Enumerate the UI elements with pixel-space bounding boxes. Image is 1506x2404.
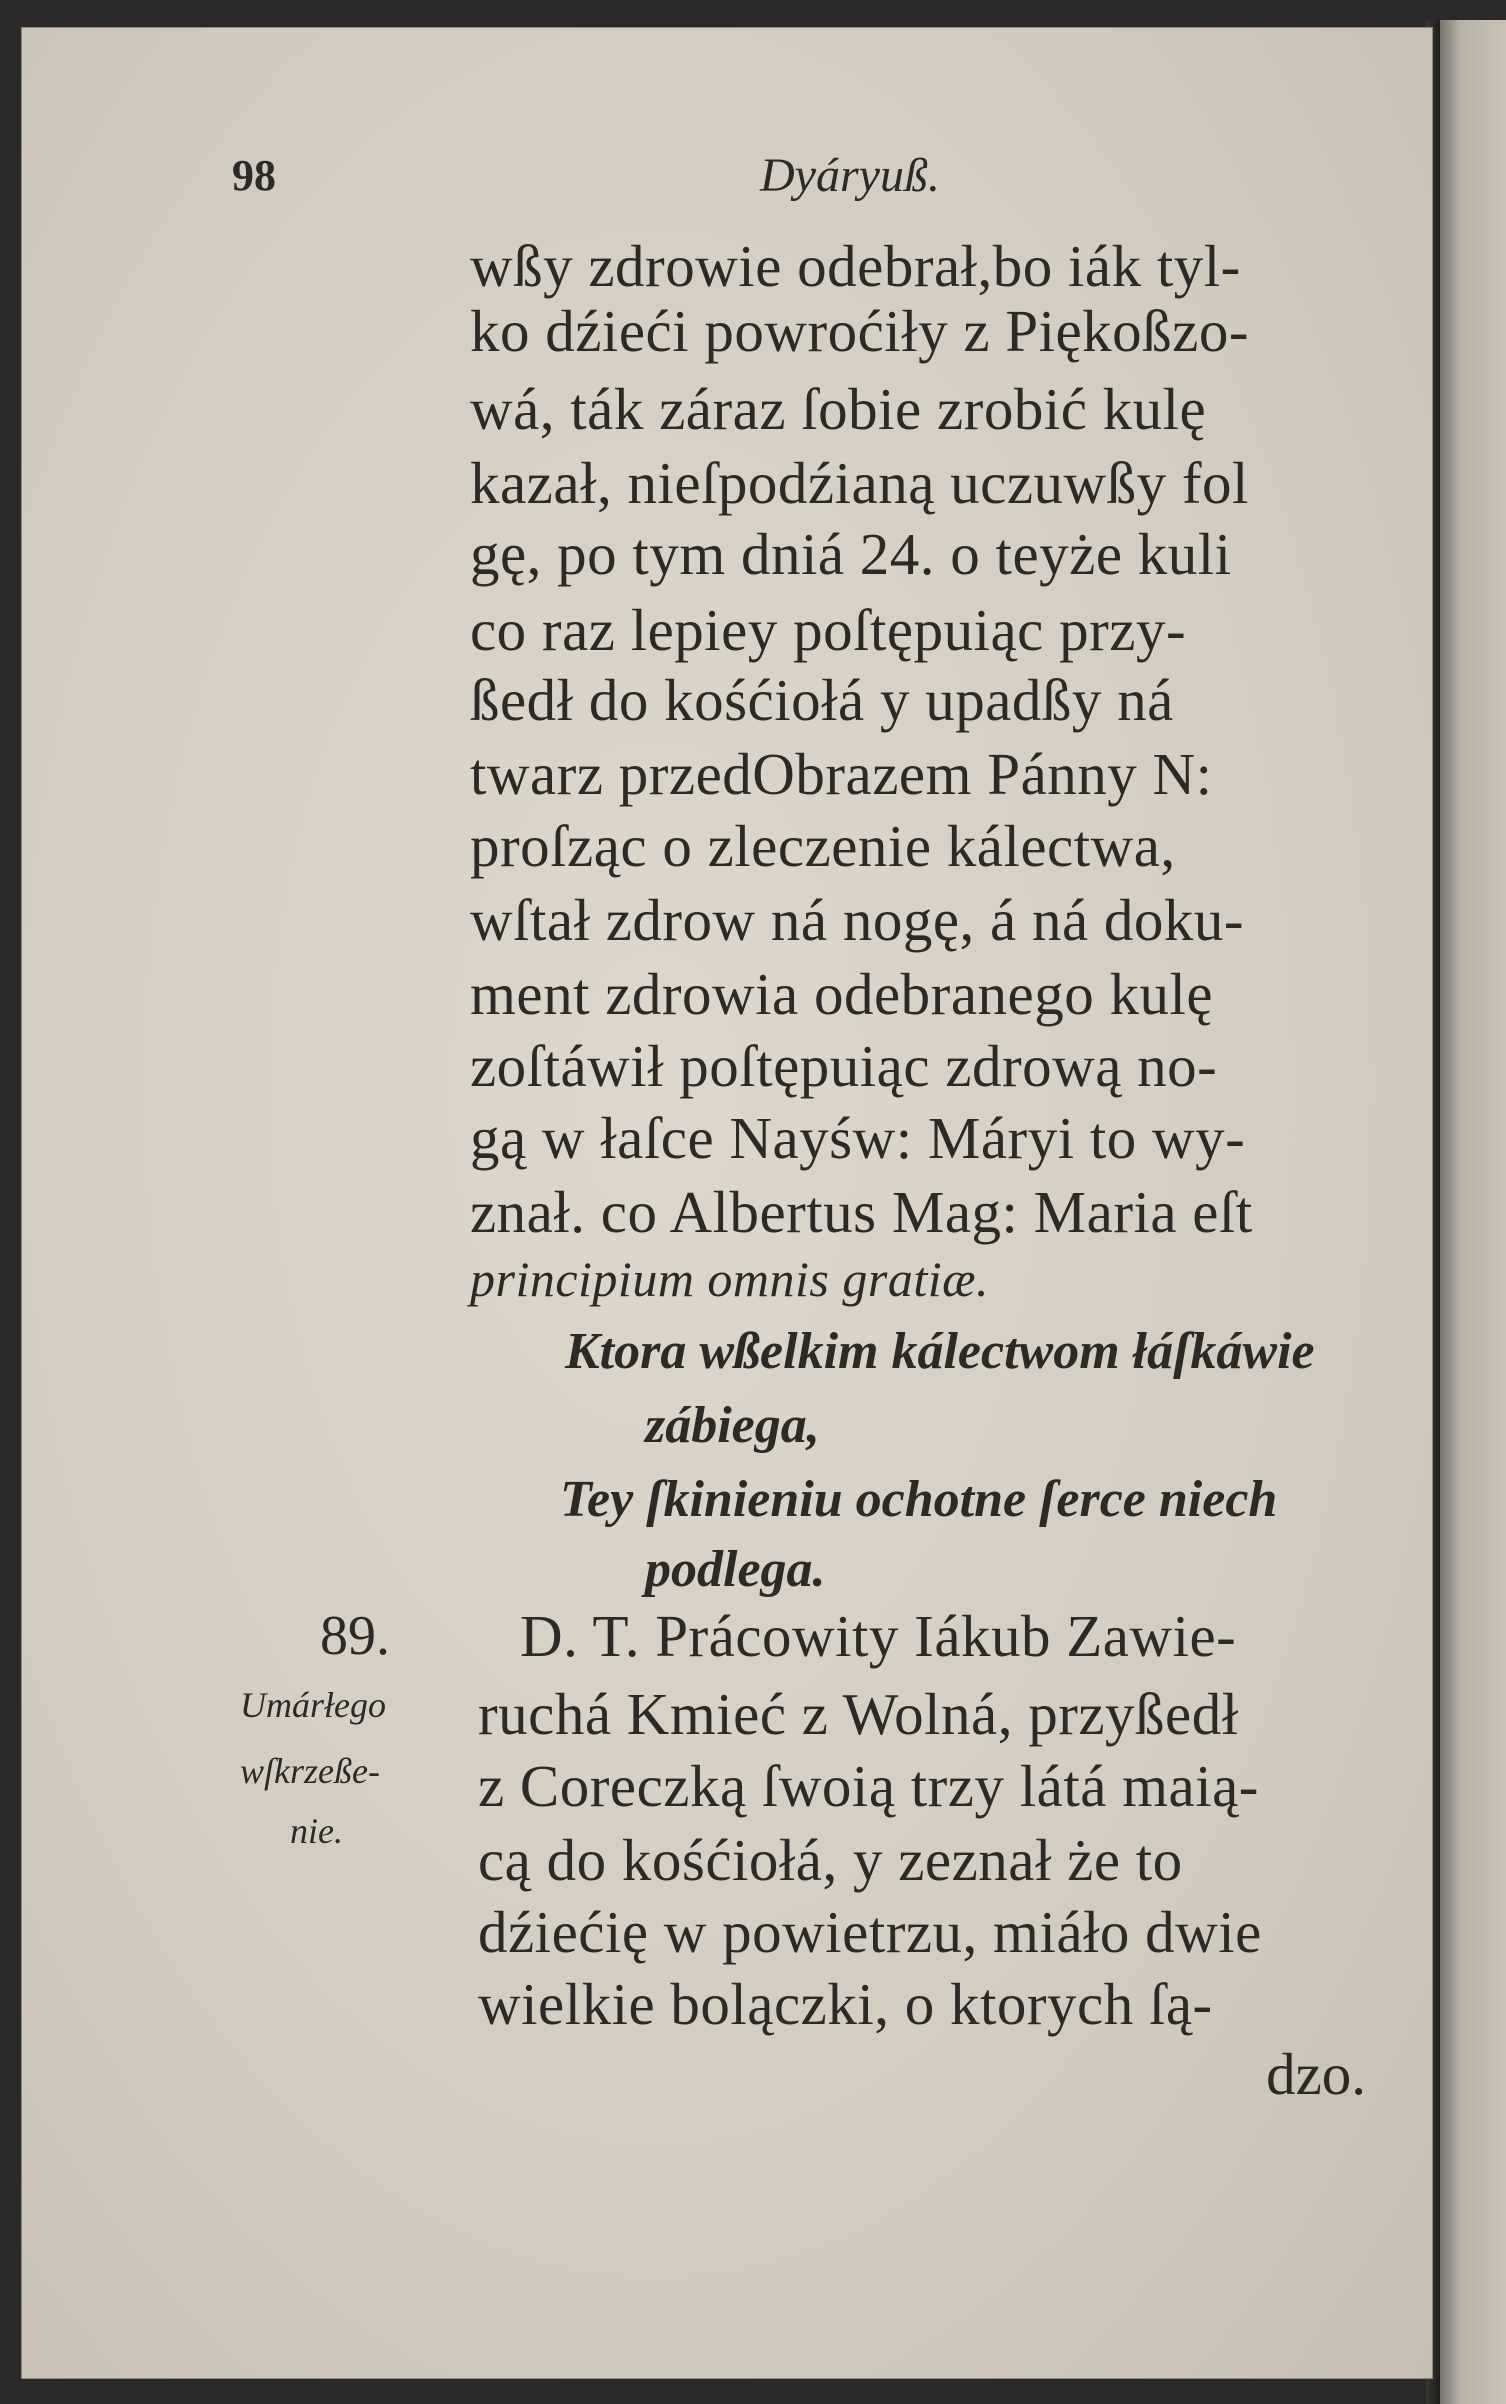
adjacent-page-edge <box>1436 20 1506 2404</box>
margin-note-line: nie. <box>290 1811 343 1851</box>
entry-number: 89. <box>320 1605 390 1667</box>
body-line: proſząc o zleczenie kálectwa, <box>470 813 1176 879</box>
entry-line: z Coreczką ſwoią trzy látá maią- <box>478 1753 1259 1819</box>
body-line: gę, po tym dniá 24. o teyże kuli <box>470 521 1232 587</box>
running-head: Dyáryuß. <box>760 149 940 202</box>
body-line: wßy zdrowie odebrał,bo iák tyl- <box>470 233 1241 299</box>
catchword: dzo. <box>1266 2041 1366 2107</box>
verse-line: zábiega, <box>645 1397 820 1454</box>
body-line: kazał, nieſpodźianą uczuwßy fol <box>470 450 1249 516</box>
body-line: wá, ták záraz ſobie zrobić kulę <box>470 376 1207 442</box>
margin-note-line: wſkrzeße- <box>240 1751 380 1791</box>
margin-note-line: Umárłego <box>240 1685 386 1725</box>
verse-line: Tey ſkinieniu ochotne ſerce niech <box>560 1471 1278 1528</box>
entry-line: ruchá Kmieć z Wolná, przyßedł <box>478 1681 1239 1747</box>
body-line: ßedł do kośćiołá y upadßy ná <box>470 667 1174 733</box>
body-line: twarz przedObrazem Pánny N: <box>470 741 1213 807</box>
entry-line: cą do kośćiołá, y zeznał że to <box>478 1827 1183 1893</box>
body-line: zoſtáwił poſtępuiąc zdrową no- <box>470 1033 1218 1099</box>
body-line: principium omnis gratiæ. <box>470 1251 989 1307</box>
body-line: co raz lepiey poſtępuiąc przy- <box>470 597 1187 663</box>
page-number: 98 <box>232 151 276 200</box>
entry-line: D. T. Prácowity Iákub Zawie- <box>520 1603 1237 1669</box>
body-line: znał. co Albertus Mag: Maria eſt <box>470 1179 1253 1245</box>
verse-line: podlega. <box>645 1541 826 1598</box>
entry-line: wielkie bolączki, o ktorych ſą- <box>478 1971 1213 2037</box>
body-line: wſtał zdrow ná nogę, á ná doku- <box>470 887 1245 953</box>
body-line: ment zdrowia odebranego kulę <box>470 961 1214 1027</box>
body-line: ko dźieći powroćiły z Piękoßzo- <box>470 298 1249 364</box>
verse-line: Ktora wßelkim kálectwom łáſkáwie <box>565 1323 1315 1380</box>
body-line: gą w łaſce Nayśw: Máryi to wy- <box>470 1105 1246 1171</box>
entry-line: dźiećię w powietrzu, miáło dwie <box>478 1899 1262 1965</box>
